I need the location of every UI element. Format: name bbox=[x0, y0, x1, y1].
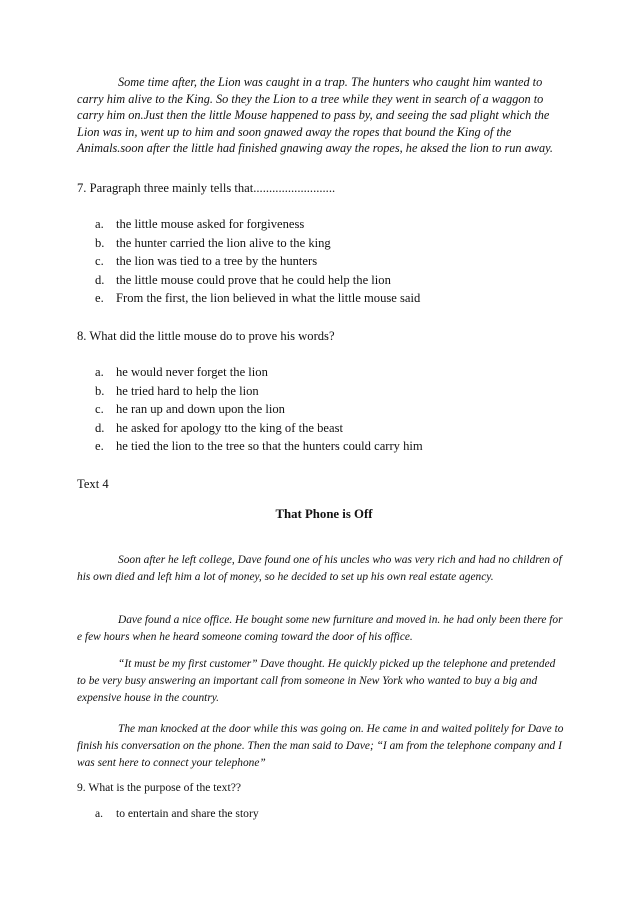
option-item bbox=[95, 807, 259, 820]
option-letter: c. bbox=[95, 254, 104, 269]
option-text: From the first, the lion believed in what the little mouse said bbox=[116, 291, 421, 306]
option-item bbox=[95, 400, 423, 419]
option-item bbox=[95, 215, 420, 234]
option-item bbox=[95, 437, 423, 456]
option-item bbox=[95, 419, 423, 438]
option-letter: d. bbox=[95, 420, 105, 435]
option-item bbox=[95, 271, 420, 290]
option-text: the hunter carried the lion alive to the king bbox=[116, 235, 331, 250]
option-text: he asked for apology tto the king of the beast bbox=[116, 420, 343, 435]
option-item bbox=[95, 363, 423, 382]
option-letter: a. bbox=[95, 217, 104, 231]
option-letter: a. bbox=[95, 365, 104, 379]
question-9: 9. What is the purpose of the text?? bbox=[77, 781, 241, 794]
story-title: That Phone is Off bbox=[275, 507, 373, 521]
option-letter: a. bbox=[95, 807, 104, 820]
passage-paragraph-3-text: Some time after, the Lion was caught in a trap. The hunters who caught him wanted to carry him alive to the King. So they the Lion to a tree while they went in search of a waggon to carry him on.Just then the little Mouse happened to pass by, and seeing the sad plight which the Lion was in, went up to him and soon gnawed away the ropes that bound the King of the Animals.soon after the little had finished gnawing away the ropes, he aksed the lion to run away. bbox=[77, 75, 554, 156]
option-text: the little mouse could prove that he could help the lion bbox=[116, 272, 391, 287]
option-text: the little mouse asked for forgiveness bbox=[116, 217, 305, 231]
question-8-options bbox=[95, 363, 423, 456]
option-text: he tried hard to help the lion bbox=[116, 383, 259, 398]
story-paragraph-text: Soon after he left college, Dave found one of his uncles who was very rich and had no children of his own died and left him a lot of money, so he decided to set up his own real estate agency. bbox=[77, 554, 562, 584]
option-text: the lion was tied to a tree by the hunters bbox=[116, 254, 318, 269]
option-letter: b. bbox=[95, 383, 105, 398]
story-paragraph-text: “It must be my first customer” Dave thought. He quickly picked up the telephone and pretended to be very busy answering an important call from someone in New York who wanted to buy a big and expensive house in the country. bbox=[77, 658, 556, 705]
option-text: to entertain and share the story bbox=[116, 807, 259, 820]
option-item bbox=[95, 289, 420, 308]
option-letter: c. bbox=[95, 402, 104, 417]
story-paragraph-1 bbox=[77, 552, 565, 586]
question-8: 8. What did the little mouse do to prove his words? bbox=[77, 329, 335, 343]
option-letter: d. bbox=[95, 272, 105, 287]
option-text: he would never forget the lion bbox=[116, 365, 268, 379]
story-paragraph-2 bbox=[77, 612, 565, 646]
option-letter: e. bbox=[95, 439, 104, 454]
option-text: he tied the lion to the tree so that the hunters could carry him bbox=[116, 439, 423, 454]
text-4-label: Text 4 bbox=[77, 477, 109, 491]
story-paragraph-text: Dave found a nice office. He bought some new furniture and moved in. he had only been there for e few hours when he heard someone coming toward the door of his office. bbox=[77, 614, 563, 644]
story-paragraph-text: The man knocked at the door while this was going on. He came in and waited politely for Dave to finish his conversation on the phone. Then the man said to Dave; “I am from the telephone company and I was sent here to connect your telephone” bbox=[77, 723, 564, 770]
option-item bbox=[95, 234, 420, 253]
option-text: he ran up and down upon the lion bbox=[116, 402, 285, 417]
option-item bbox=[95, 382, 423, 401]
option-item bbox=[95, 252, 420, 271]
question-7-options bbox=[95, 215, 420, 308]
option-letter: e. bbox=[95, 291, 104, 306]
question-7: 7. Paragraph three mainly tells that.......................... bbox=[77, 181, 336, 195]
story-paragraph-3 bbox=[77, 656, 565, 708]
story-paragraph-4 bbox=[77, 721, 565, 773]
option-letter: b. bbox=[95, 235, 105, 250]
passage-paragraph-3 bbox=[77, 74, 567, 157]
question-9-options bbox=[95, 807, 259, 820]
